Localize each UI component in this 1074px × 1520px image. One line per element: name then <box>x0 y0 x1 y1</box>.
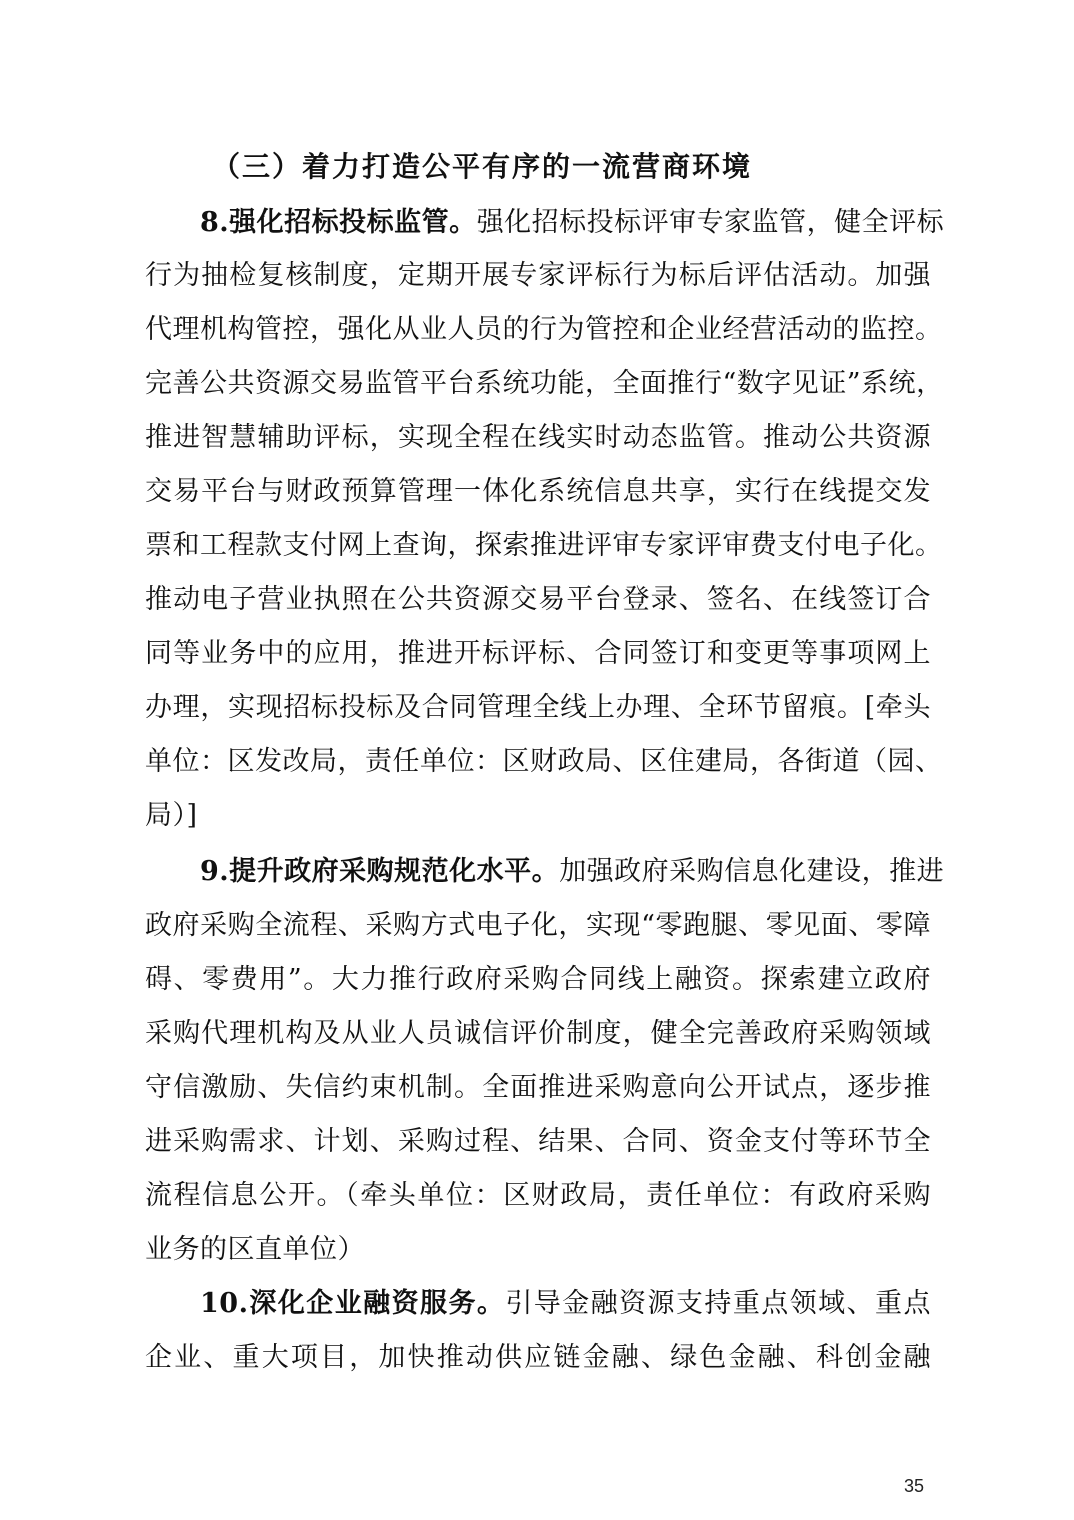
paragraph-line: 局）] <box>145 800 198 831</box>
item-text: 引导金融资源支持重点领域、重点 <box>505 1288 931 1319</box>
paragraph-line: 流程信息公开。（牵头单位：区财政局，责任单位：有政府采购 <box>145 1180 931 1211</box>
item-title: 10.深化企业融资服务。 <box>200 1288 506 1319</box>
paragraph-line: 企业、重大项目，加快推动供应链金融、绿色金融、科创金融 <box>145 1342 931 1373</box>
paragraph-line: 单位：区发改局，责任单位：区财政局、区住建局，各街道（园、 <box>145 746 943 777</box>
paragraph-line <box>200 852 945 892</box>
item-text: 加强政府采购信息化建设，推进 <box>559 856 945 887</box>
paragraph-line: 守信激励、失信约束机制。全面推进采购意向公开试点，逐步推 <box>145 1072 931 1103</box>
paragraph-line: 票和工程款支付网上查询，探索推进评审专家评审费支付电子化。 <box>145 530 943 561</box>
paragraph-line: 完善公共资源交易监管平台系统功能，全面推行“数字见证”系统， <box>145 368 944 399</box>
paragraph-line: 交易平台与财政预算管理一体化系统信息共享，实行在线提交发 <box>145 476 931 507</box>
paragraph-line: 碍、零费用”。大力推行政府采购合同线上融资。探索建立政府 <box>145 964 931 995</box>
paragraph-line: 同等业务中的应用，推进开标评标、合同签订和变更等事项网上 <box>145 638 931 669</box>
paragraph-line <box>200 203 945 243</box>
paragraph-line: 政府采购全流程、采购方式电子化，实现“零跑腿、零见面、零障 <box>145 910 931 941</box>
item-title: 9.提升政府采购规范化水平。 <box>200 856 560 887</box>
paragraph-line: 推进智慧辅助评标，实现全程在线实时动态监管。推动公共资源 <box>145 422 931 453</box>
paragraph-line: 推动电子营业执照在公共资源交易平台登录、签名、在线签订合 <box>145 584 931 615</box>
paragraph-line: 代理机构管控，强化从业人员的行为管控和企业经营活动的监控。 <box>145 314 943 345</box>
section-heading: （三）着力打造公平有序的一流营商环境 <box>212 150 753 183</box>
page-number: 35 <box>904 1476 925 1496</box>
paragraph-line: 办理，实现招标投标及合同管理全线上办理、全环节留痕。[牵头 <box>145 692 931 723</box>
paragraph-line: 业务的区直单位） <box>145 1234 365 1265</box>
paragraph-line: 采购代理机构及从业人员诚信评价制度，健全完善政府采购领域 <box>145 1018 931 1049</box>
paragraph-line <box>200 1284 931 1324</box>
item-text: 强化招标投标评审专家监管，健全评标 <box>476 207 945 238</box>
item-title: 8.强化招标投标监管。 <box>200 207 477 238</box>
paragraph-line: 进采购需求、计划、采购过程、结果、合同、资金支付等环节全 <box>145 1126 931 1157</box>
paragraph-line: 行为抽检复核制度，定期开展专家评标行为标后评估活动。加强 <box>145 260 931 291</box>
